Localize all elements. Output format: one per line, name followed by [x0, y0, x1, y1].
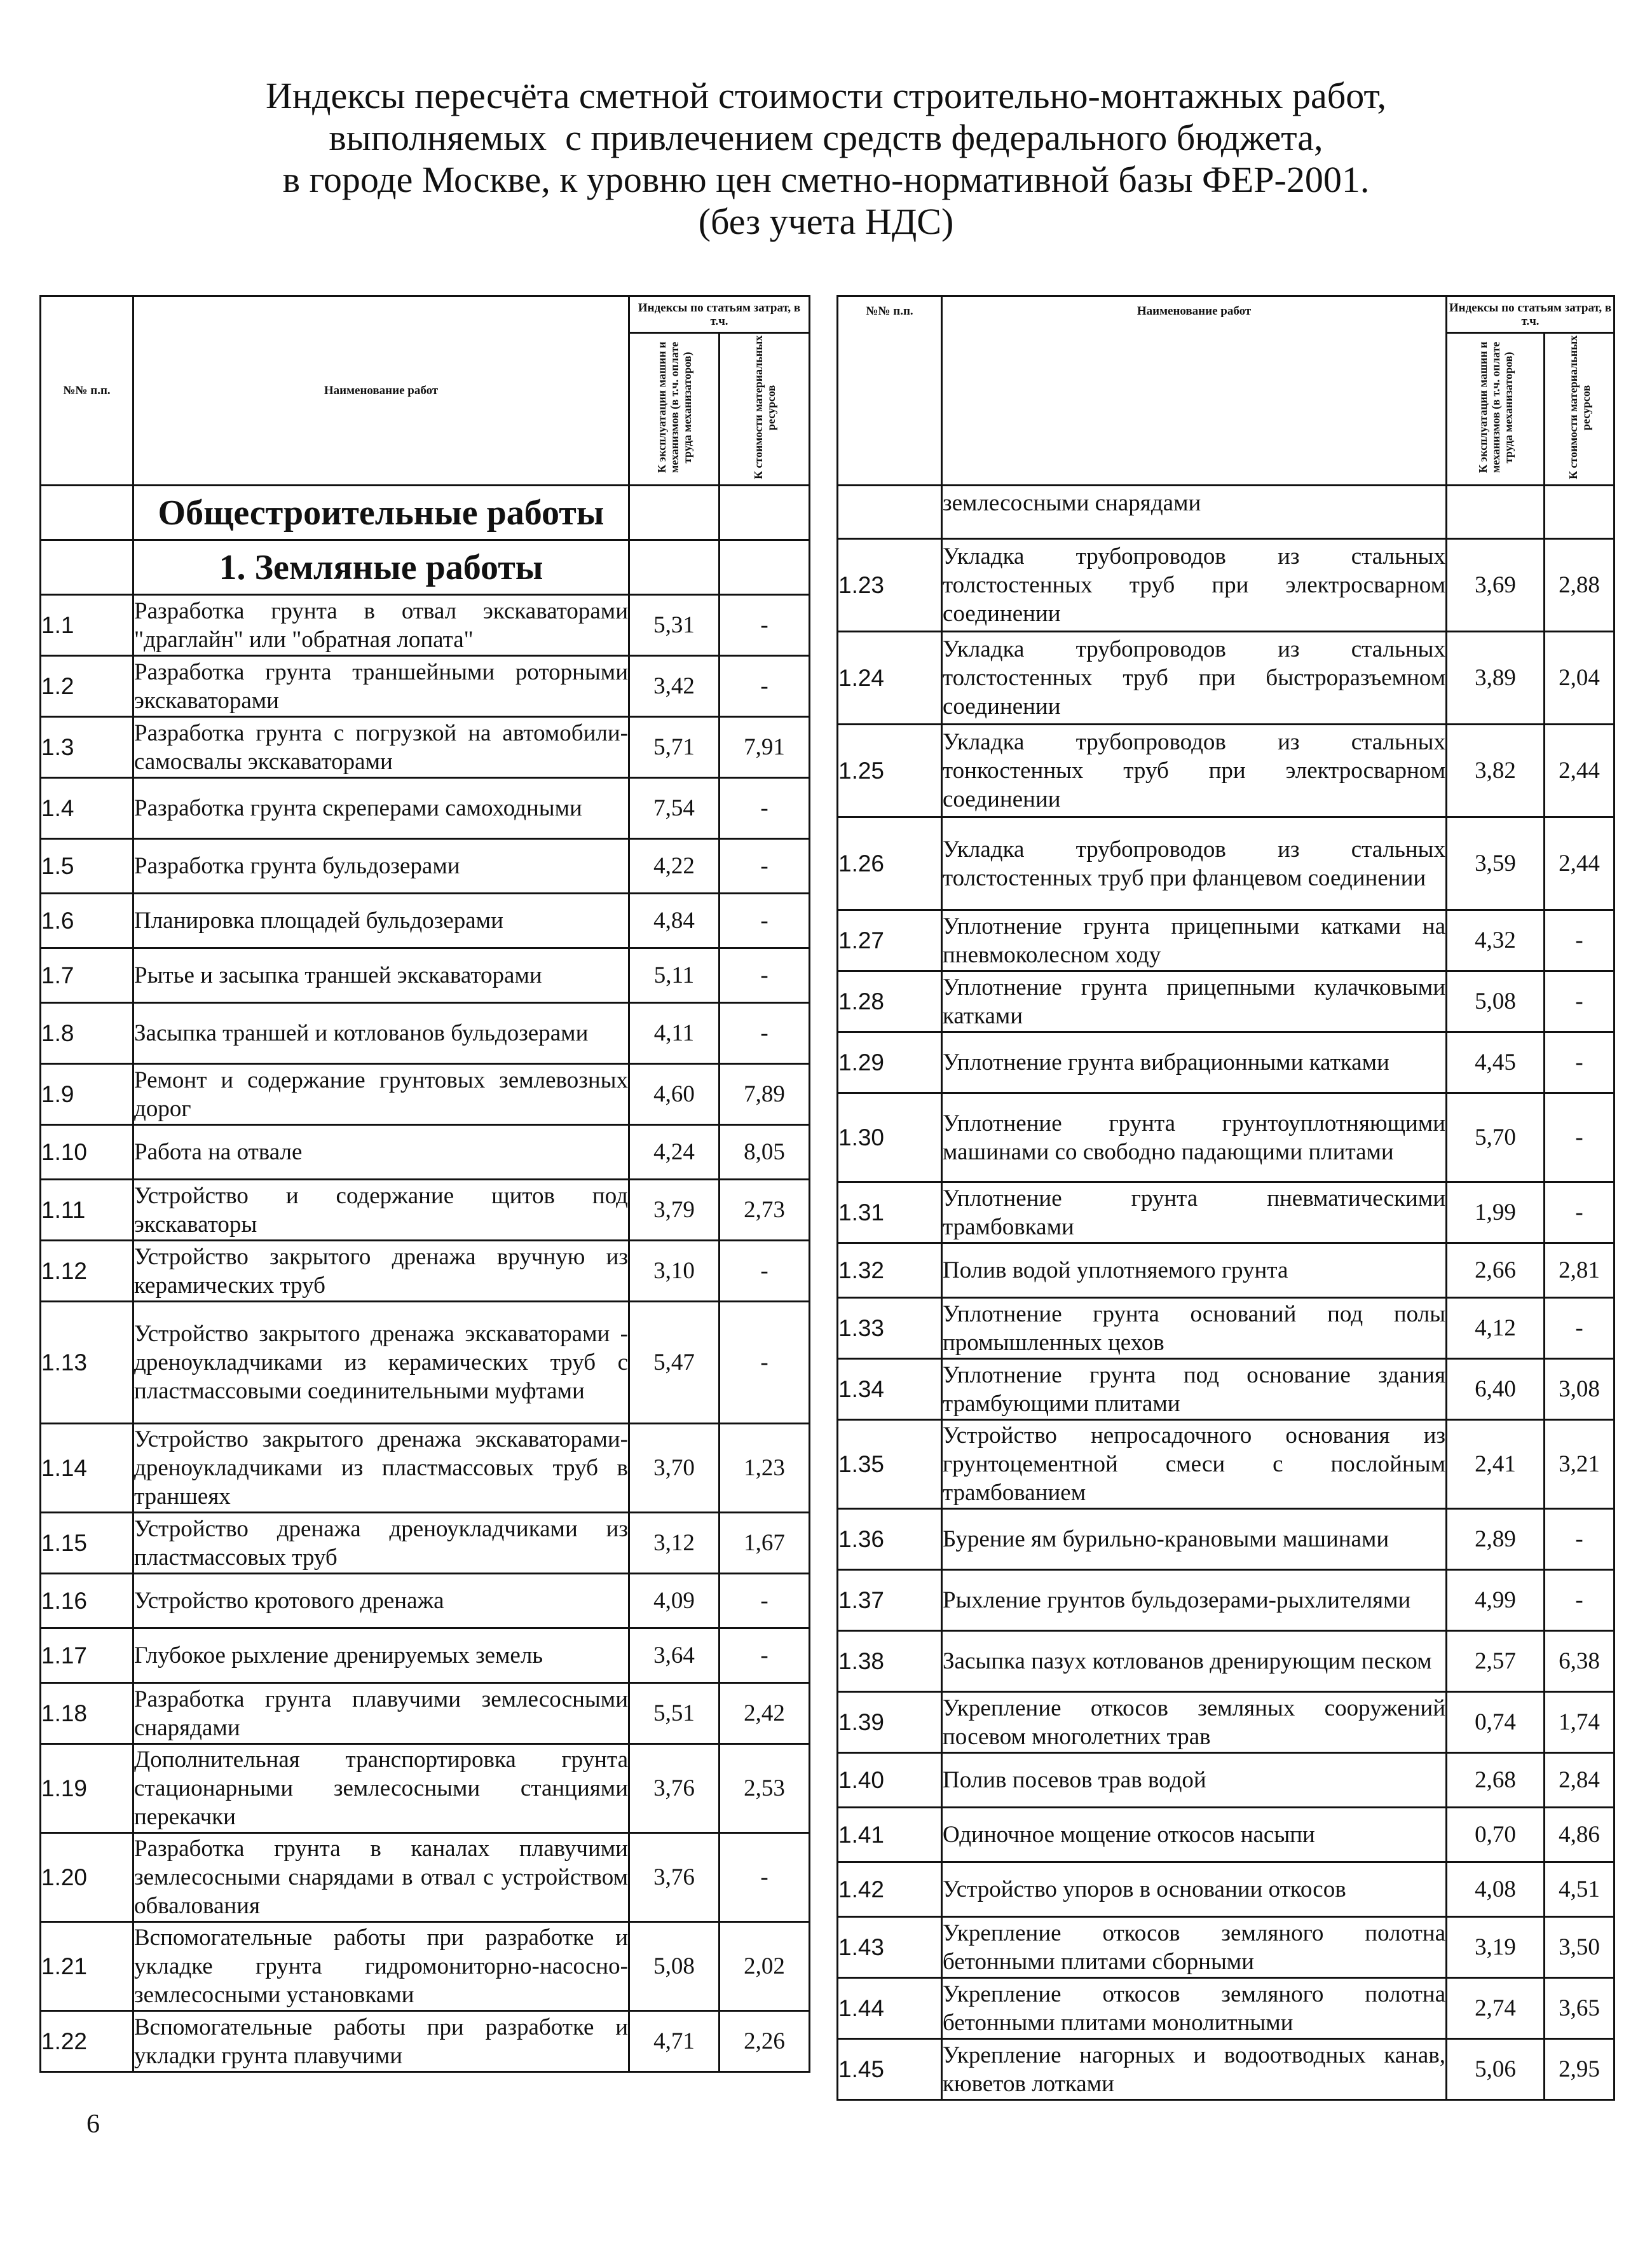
work-name: Устройство дренажа дреноукладчиками из пластмассовых труб [133, 1513, 629, 1574]
materials-index: - [1545, 1509, 1614, 1570]
title-line: в городе Москве, к уровню цен сметно-нормативной базы ФЕР-2001. [282, 159, 1370, 200]
table-row [41, 1302, 810, 1424]
table-row [838, 1978, 1614, 2039]
machines-index: 6,40 [1447, 1359, 1545, 1420]
materials-index: - [1545, 1182, 1614, 1243]
machines-index: 2,41 [1447, 1420, 1545, 1509]
table-row [41, 1513, 810, 1574]
materials-index: - [720, 595, 810, 656]
table-row [41, 595, 810, 656]
machines-index: 0,70 [1447, 1808, 1545, 1862]
work-name: Укрепление нагорных и водоотводных канав, кюветов лотками [942, 2039, 1447, 2100]
materials-index: 2,88 [1545, 539, 1614, 632]
table-row [41, 778, 810, 839]
row-number: 1.14 [41, 1424, 133, 1513]
machines-index: 3,42 [629, 656, 720, 717]
table-row [838, 1298, 1614, 1359]
machines-index: 4,99 [1447, 1570, 1545, 1631]
table-row [838, 1808, 1614, 1862]
materials-index: 2,73 [720, 1180, 810, 1241]
row-number: 1.13 [41, 1302, 133, 1424]
row-number: 1.22 [41, 2011, 133, 2072]
table-row [838, 1420, 1614, 1509]
row-number: 1.24 [838, 632, 942, 725]
work-name: Разработка грунта с погрузкой на автомобили-самосвалы экскаваторами [133, 717, 629, 778]
row-number: 1.4 [41, 778, 133, 839]
work-name: Уплотнение грунта грунтоуплотняющими машинами со свободно падающими плитами [942, 1093, 1447, 1182]
row-number: 1.31 [838, 1182, 942, 1243]
machines-index: 4,12 [1447, 1298, 1545, 1359]
table-row [838, 1032, 1614, 1093]
row-number: 1.34 [838, 1359, 942, 1420]
table-row [41, 1833, 810, 1922]
table-row [41, 1922, 810, 2011]
row-number: 1.11 [41, 1180, 133, 1241]
right-index-table [836, 295, 1615, 2101]
machines-index: 4,45 [1447, 1032, 1545, 1093]
table-row [41, 1628, 810, 1683]
machines-index: 3,82 [1447, 725, 1545, 817]
col-header-group: Индексы по статьям затрат, в т.ч. [629, 296, 810, 333]
materials-index: 2,44 [1545, 725, 1614, 817]
row-number: 1.32 [838, 1243, 942, 1298]
work-name: Устройство закрытого дренажа экскаваторами - дреноукладчиками из керамических труб с пластмассовыми соединительными муфтами [133, 1302, 629, 1424]
materials-index: 2,04 [1545, 632, 1614, 725]
machines-index: 5,47 [629, 1302, 720, 1424]
row-number: 1.8 [41, 1003, 133, 1064]
work-name: Уплотнение грунта оснований под полы промышленных цехов [942, 1298, 1447, 1359]
materials-index: - [720, 839, 810, 894]
work-name: Разработка грунта скреперами самоходными [133, 778, 629, 839]
table-row [41, 1683, 810, 1744]
col-header-name: Наименование работ [133, 296, 629, 486]
machines-index: 7,54 [629, 778, 720, 839]
machines-index: 2,74 [1447, 1978, 1545, 2039]
machines-index: 4,08 [1447, 1862, 1545, 1917]
row-number: 1.18 [41, 1683, 133, 1744]
materials-index: - [1545, 1093, 1614, 1182]
row-number: 1.42 [838, 1862, 942, 1917]
machines-index: 5,08 [1447, 971, 1545, 1032]
materials-index: - [1545, 1032, 1614, 1093]
materials-index: - [720, 1574, 810, 1628]
work-name: Вспомогательные работы при разработке и укладке грунта гидромониторно-насосно-землесосными установками [133, 1922, 629, 2011]
machines-index: 4,71 [629, 2011, 720, 2072]
materials-index: - [720, 1628, 810, 1683]
machines-index: 5,70 [1447, 1093, 1545, 1182]
table-row [41, 656, 810, 717]
machines-index: 5,06 [1447, 2039, 1545, 2100]
machines-index: 3,70 [629, 1424, 720, 1513]
table-row [41, 1744, 810, 1833]
row-number: 1.26 [838, 817, 942, 910]
machines-index: 2,57 [1447, 1631, 1545, 1692]
machines-index: 3,10 [629, 1241, 720, 1302]
work-name: Дополнительная транспортировка грунта стационарными землесосными станциями перекачки [133, 1744, 629, 1833]
machines-index: 3,79 [629, 1180, 720, 1241]
work-name: Полив посевов трав водой [942, 1753, 1447, 1808]
row-number: 1.43 [838, 1917, 942, 1978]
row-number: 1.39 [838, 1692, 942, 1753]
materials-index: - [720, 778, 810, 839]
table-row [41, 1180, 810, 1241]
materials-index: - [720, 1833, 810, 1922]
row-number: 1.38 [838, 1631, 942, 1692]
table-row [838, 1692, 1614, 1753]
row-number: 1.17 [41, 1628, 133, 1683]
materials-index: 2,02 [720, 1922, 810, 2011]
table-row [838, 632, 1614, 725]
table-row [838, 971, 1614, 1032]
work-name: Устройство закрытого дренажа экскаваторами-дреноукладчиками из пластмассовых труб в траншеях [133, 1424, 629, 1513]
col-header-num: №№ п.п. [838, 296, 942, 486]
materials-index: 6,38 [1545, 1631, 1614, 1692]
machines-index: 3,19 [1447, 1917, 1545, 1978]
machines-index: 3,76 [629, 1744, 720, 1833]
table-row [838, 1243, 1614, 1298]
table-row [838, 2039, 1614, 2100]
machines-index: 4,24 [629, 1125, 720, 1180]
machines-index: 4,09 [629, 1574, 720, 1628]
col-header-machines: К эксплуатации машин и механизмов (в т.ч. оплате труда механизаторов) [629, 333, 720, 486]
materials-index: 1,74 [1545, 1692, 1614, 1753]
table-row [41, 894, 810, 948]
machines-index: 5,51 [629, 1683, 720, 1744]
table-row [41, 1574, 810, 1628]
row-number: 1.36 [838, 1509, 942, 1570]
work-name: Уплотнение грунта вибрационными катками [942, 1032, 1447, 1093]
machines-index: 5,11 [629, 948, 720, 1003]
materials-index: 2,53 [720, 1744, 810, 1833]
materials-index: 2,84 [1545, 1753, 1614, 1808]
table-row [838, 910, 1614, 971]
materials-index: 3,21 [1545, 1420, 1614, 1509]
row-number: 1.33 [838, 1298, 942, 1359]
row-number: 1.9 [41, 1064, 133, 1125]
work-name: Разработка грунта в каналах плавучими землесосными снарядами в отвал с устройством обвалования [133, 1833, 629, 1922]
row-number: 1.28 [838, 971, 942, 1032]
work-name: Укрепление откосов земляных сооружений посевом многолетних трав [942, 1692, 1447, 1753]
continuation-text: землесосными снарядами [942, 486, 1447, 539]
materials-index: - [720, 948, 810, 1003]
table-row [41, 2011, 810, 2072]
title-line: (без учета НДС) [698, 201, 954, 242]
work-name: Ремонт и содержание грунтовых землевозных дорог [133, 1064, 629, 1125]
work-name: Устройство закрытого дренажа вручную из керамических труб [133, 1241, 629, 1302]
work-name: Уплотнение грунта под основание здания трамбующими плитами [942, 1359, 1447, 1420]
materials-index: - [1545, 910, 1614, 971]
machines-index: 3,64 [629, 1628, 720, 1683]
row-number: 1.44 [838, 1978, 942, 2039]
work-name: Глубокое рыхление дренируемых земель [133, 1628, 629, 1683]
machines-index: 4,11 [629, 1003, 720, 1064]
row-number: 1.25 [838, 725, 942, 817]
row-number: 1.3 [41, 717, 133, 778]
work-name: Полив водой уплотняемого грунта [942, 1243, 1447, 1298]
work-name: Рытье и засыпка траншей экскаваторами [133, 948, 629, 1003]
row-number: 1.30 [838, 1093, 942, 1182]
materials-index: 2,44 [1545, 817, 1614, 910]
machines-index: 3,89 [1447, 632, 1545, 725]
row-number: 1.35 [838, 1420, 942, 1509]
materials-index: - [1545, 971, 1614, 1032]
machines-index: 5,31 [629, 595, 720, 656]
section-title-earthworks: 1. Земляные работы [133, 540, 629, 595]
materials-index: 1,23 [720, 1424, 810, 1513]
work-name: Укладка трубопроводов из стальных толстостенных труб при электросварном соединении [942, 539, 1447, 632]
table-row [41, 839, 810, 894]
table-row [838, 1570, 1614, 1631]
materials-index: 7,89 [720, 1064, 810, 1125]
table-row [838, 1359, 1614, 1420]
machines-index: 2,66 [1447, 1243, 1545, 1298]
document-title [0, 75, 1652, 243]
work-name: Укрепление откосов земляного полотна бетонными плитами сборными [942, 1917, 1447, 1978]
machines-index: 3,76 [629, 1833, 720, 1922]
materials-index: - [720, 656, 810, 717]
table-row [838, 1093, 1614, 1182]
row-number: 1.6 [41, 894, 133, 948]
materials-index: 1,67 [720, 1513, 810, 1574]
table-row [838, 817, 1614, 910]
table-row [838, 1917, 1614, 1978]
work-name: Уплотнение грунта прицепными кулачковыми катками [942, 971, 1447, 1032]
table-row [838, 725, 1614, 817]
materials-index: - [720, 894, 810, 948]
work-name: Планировка площадей бульдозерами [133, 894, 629, 948]
materials-index: 8,05 [720, 1125, 810, 1180]
row-number: 1.10 [41, 1125, 133, 1180]
work-name: Бурение ям бурильно-крановыми машинами [942, 1509, 1447, 1570]
table-row [41, 1003, 810, 1064]
work-name: Рыхление грунтов бульдозерами-рыхлителями [942, 1570, 1447, 1631]
row-number: 1.5 [41, 839, 133, 894]
materials-index: - [720, 1241, 810, 1302]
work-name: Укрепление откосов земляного полотна бетонными плитами монолитными [942, 1978, 1447, 2039]
table-row [838, 1182, 1614, 1243]
section-title-general: Общестроительные работы [133, 486, 629, 540]
left-index-table [39, 295, 810, 2073]
col-header-group: Индексы по статьям затрат, в т.ч. [1447, 296, 1614, 333]
row-number: 1.12 [41, 1241, 133, 1302]
col-header-machines: К эксплуатации машин и механизмов (в т.ч. оплате труда механизаторов) [1447, 333, 1545, 486]
work-name: Работа на отвале [133, 1125, 629, 1180]
row-number: 1.7 [41, 948, 133, 1003]
materials-index: 3,08 [1545, 1359, 1614, 1420]
table-row [41, 948, 810, 1003]
machines-index: 3,12 [629, 1513, 720, 1574]
col-header-materials: К стоимости материальных ресурсов [1545, 333, 1614, 486]
table-row [41, 1125, 810, 1180]
row-number: 1.45 [838, 2039, 942, 2100]
row-number: 1.40 [838, 1753, 942, 1808]
work-name: Уплотнение грунта прицепными катками на пневмоколесном ходу [942, 910, 1447, 971]
materials-index: - [720, 1003, 810, 1064]
work-name: Вспомогательные работы при разработке и укладки грунта плавучими [133, 2011, 629, 2072]
materials-index: 2,81 [1545, 1243, 1614, 1298]
machines-index: 4,84 [629, 894, 720, 948]
title-line: Индексы пересчёта сметной стоимости строительно-монтажных работ, [266, 75, 1386, 116]
work-name: Устройство кротового дренажа [133, 1574, 629, 1628]
machines-index: 5,71 [629, 717, 720, 778]
work-name: Устройство упоров в основании откосов [942, 1862, 1447, 1917]
materials-index: 2,26 [720, 2011, 810, 2072]
machines-index: 4,32 [1447, 910, 1545, 971]
page-number: 6 [86, 2110, 100, 2139]
table-row [838, 1862, 1614, 1917]
work-name: Разработка грунта в отвал экскаваторами "драглайн" или "обратная лопата" [133, 595, 629, 656]
machines-index: 1,99 [1447, 1182, 1545, 1243]
work-name: Одиночное мощение откосов насыпи [942, 1808, 1447, 1862]
row-number: 1.2 [41, 656, 133, 717]
row-number: 1.41 [838, 1808, 942, 1862]
machines-index: 0,74 [1447, 1692, 1545, 1753]
work-name: Устройство и содержание щитов под экскаваторы [133, 1180, 629, 1241]
work-name: Разработка грунта плавучими землесосными снарядами [133, 1683, 629, 1744]
work-name: Укладка трубопроводов из стальных тонкостенных труб при электросварном соединении [942, 725, 1447, 817]
row-number: 1.37 [838, 1570, 942, 1631]
table-row [41, 717, 810, 778]
row-number: 1.15 [41, 1513, 133, 1574]
materials-index: 2,42 [720, 1683, 810, 1744]
col-header-name: Наименование работ [942, 296, 1447, 486]
row-number: 1.27 [838, 910, 942, 971]
row-number: 1.29 [838, 1032, 942, 1093]
col-header-materials: К стоимости материальных ресурсов [720, 333, 810, 486]
machines-index: 2,89 [1447, 1509, 1545, 1570]
machines-index: 5,08 [629, 1922, 720, 2011]
materials-index: 4,51 [1545, 1862, 1614, 1917]
row-number: 1.23 [838, 539, 942, 632]
row-number: 1.16 [41, 1574, 133, 1628]
table-row [41, 1424, 810, 1513]
table-row [838, 1753, 1614, 1808]
work-name: Уплотнение грунта пневматическими трамбовками [942, 1182, 1447, 1243]
machines-index: 3,69 [1447, 539, 1545, 632]
row-number: 1.1 [41, 595, 133, 656]
row-number: 1.20 [41, 1833, 133, 1922]
work-name: Засыпка траншей и котлованов бульдозерами [133, 1003, 629, 1064]
materials-index: - [720, 1302, 810, 1424]
materials-index: - [1545, 1298, 1614, 1359]
machines-index: 2,68 [1447, 1753, 1545, 1808]
work-name: Укладка трубопроводов из стальных толстостенных труб при фланцевом соединении [942, 817, 1447, 910]
col-header-num: №№ п.п. [41, 296, 133, 486]
table-row [41, 1064, 810, 1125]
materials-index: 3,50 [1545, 1917, 1614, 1978]
title-line: выполняемых с привлечением средств федерального бюджета, [329, 117, 1323, 158]
table-row [41, 1241, 810, 1302]
machines-index: 4,60 [629, 1064, 720, 1125]
materials-index: 7,91 [720, 717, 810, 778]
work-name: Разработка грунта бульдозерами [133, 839, 629, 894]
materials-index: 3,65 [1545, 1978, 1614, 2039]
table-row [838, 1509, 1614, 1570]
work-name: Засыпка пазух котлованов дренирующим песком [942, 1631, 1447, 1692]
row-number: 1.21 [41, 1922, 133, 2011]
materials-index: 4,86 [1545, 1808, 1614, 1862]
work-name: Укладка трубопроводов из стальных толстостенных труб при быстроразъемном соединении [942, 632, 1447, 725]
machines-index: 4,22 [629, 839, 720, 894]
materials-index: 2,95 [1545, 2039, 1614, 2100]
materials-index: - [1545, 1570, 1614, 1631]
work-name: Разработка грунта траншейными роторными экскаваторами [133, 656, 629, 717]
work-name: Устройство непросадочного основания из грунтоцементной смеси с послойным трамбованием [942, 1420, 1447, 1509]
table-row [838, 539, 1614, 632]
row-number: 1.19 [41, 1744, 133, 1833]
machines-index: 3,59 [1447, 817, 1545, 910]
table-row [838, 1631, 1614, 1692]
